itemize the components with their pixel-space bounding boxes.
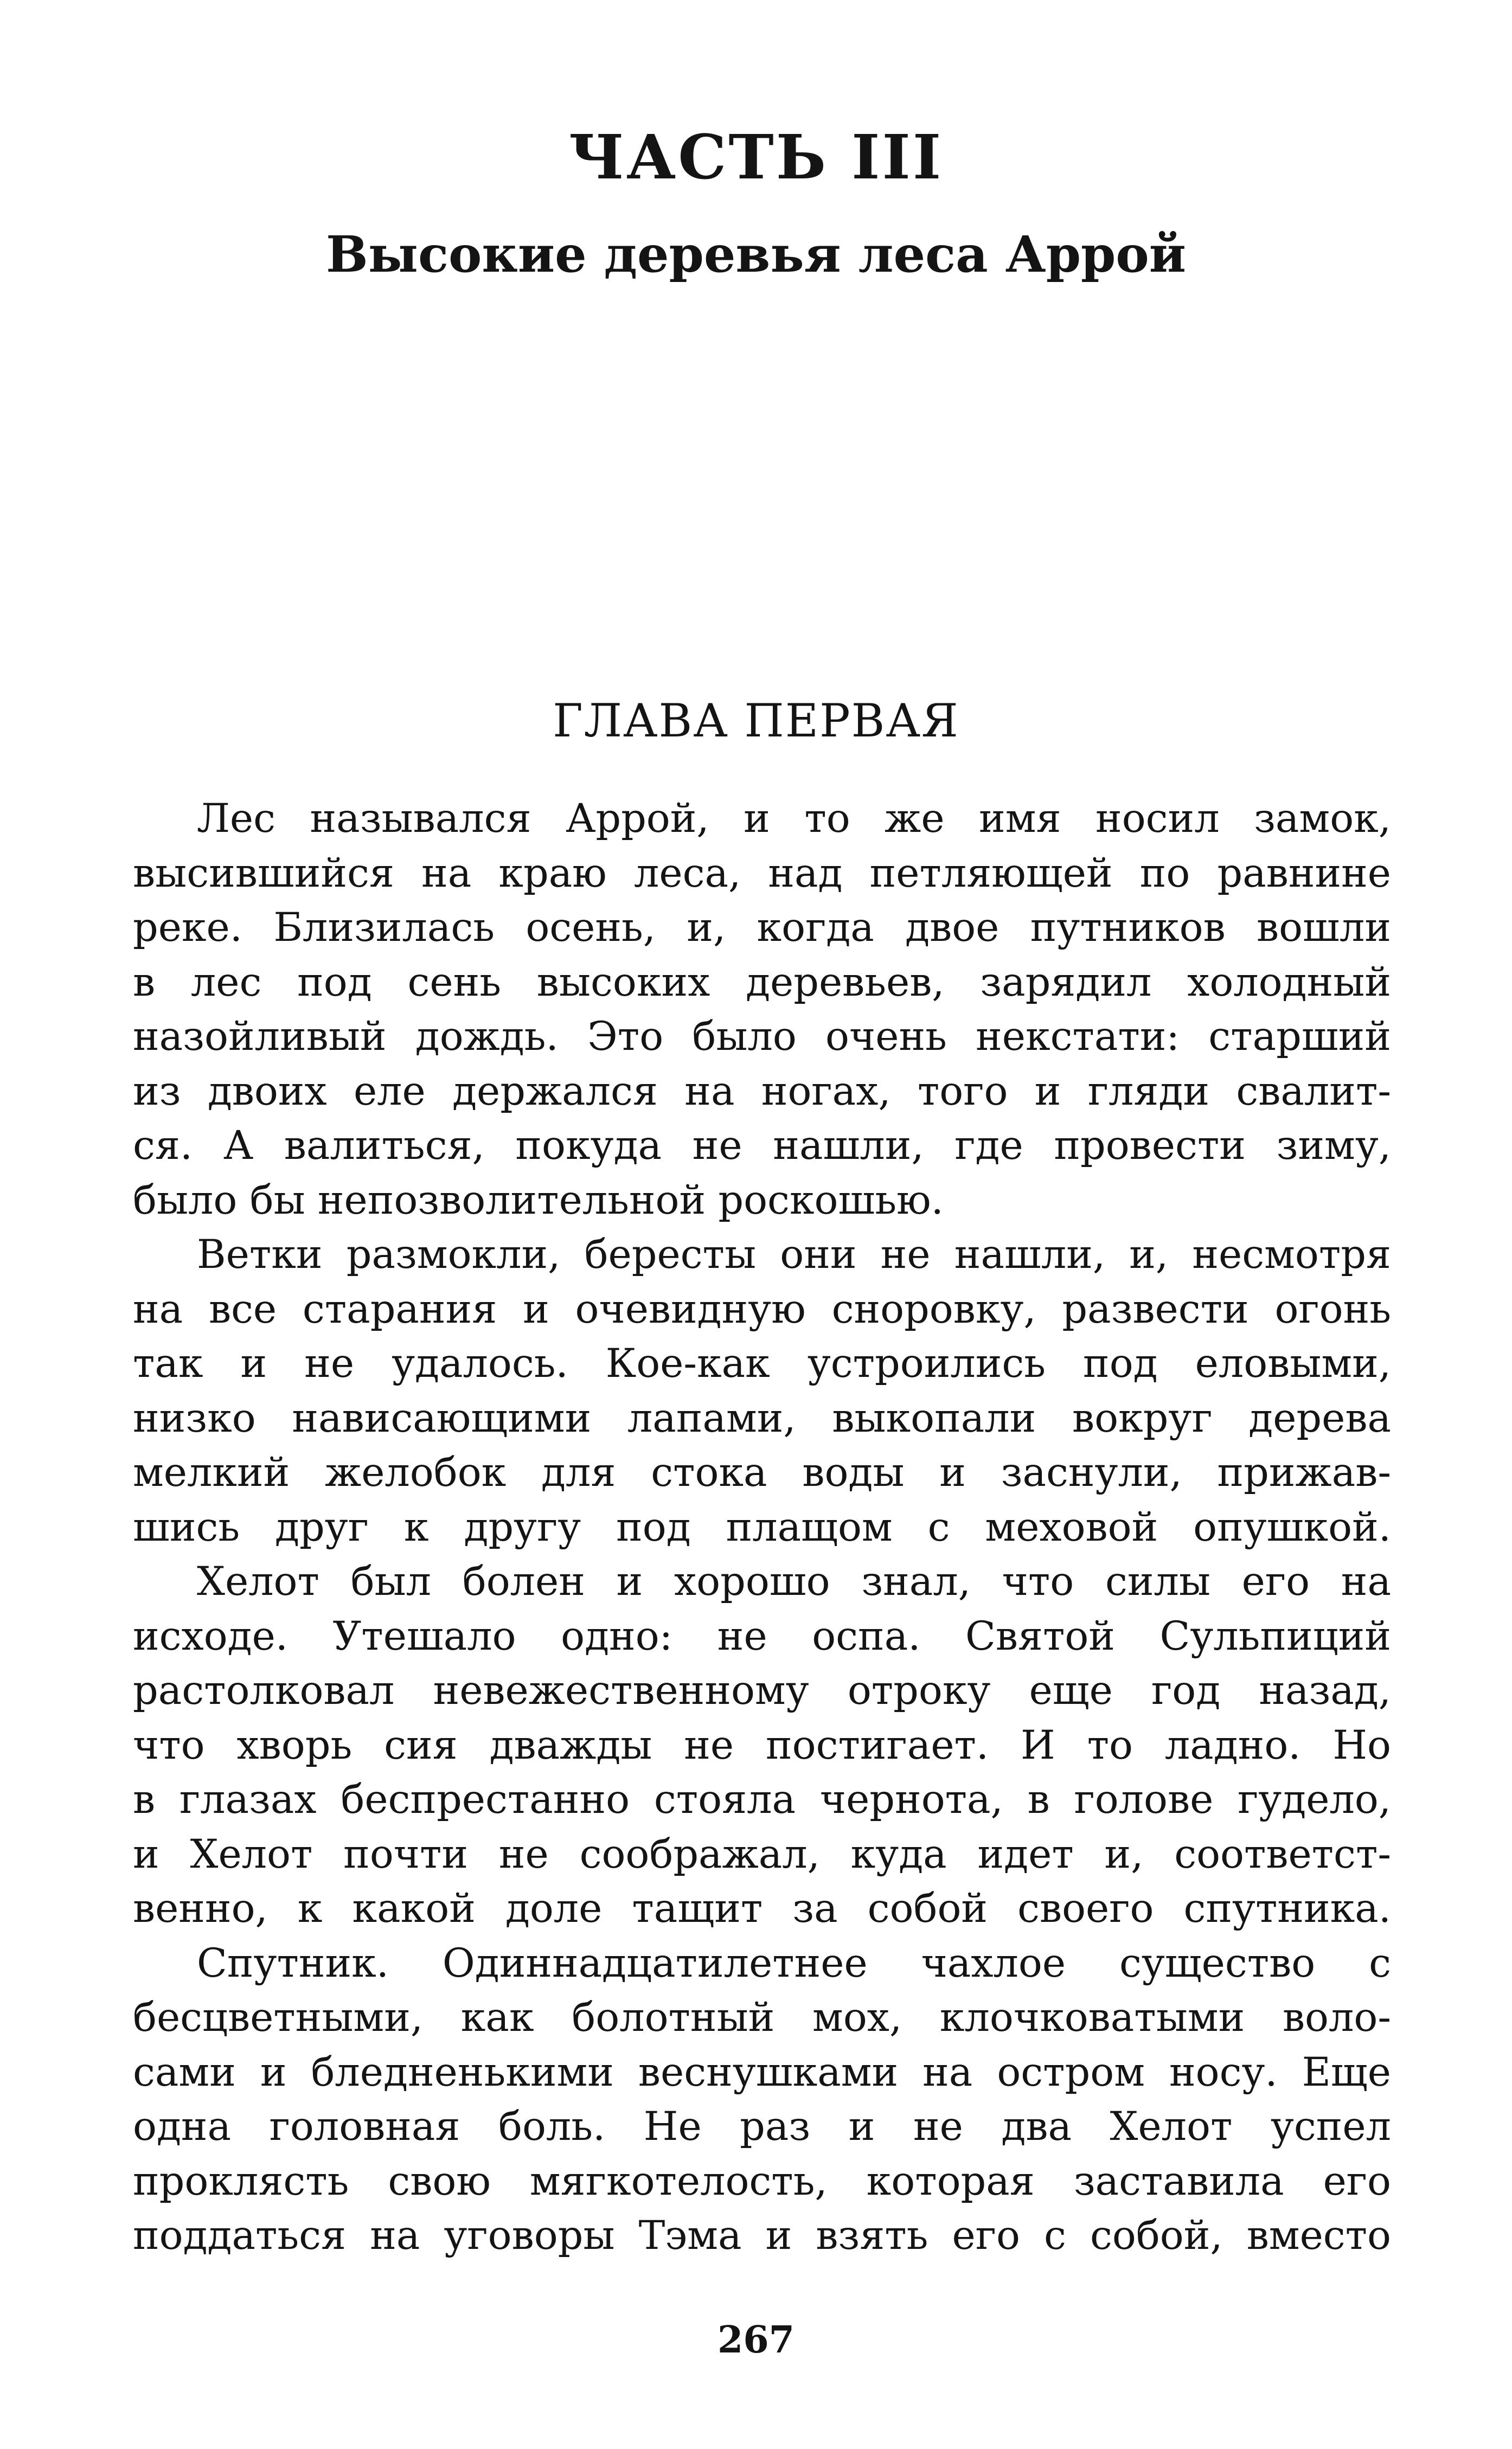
text-line: и Хелот почти не соображал, куда идет и, соответст- [133, 1831, 1391, 1877]
text-line: в лес под сень высоких деревьев, зарядил холодный [133, 959, 1391, 1005]
text-line: реке. Близилась осень, и, когда двое путников вошли [133, 905, 1391, 951]
text-line: растолковал невежественному отроку еще год назад, [133, 1668, 1391, 1714]
text-line: мелкий желобок для стока воды и заснули, прижав- [133, 1450, 1391, 1496]
text-line: Хелот был болен и хорошо знал, что силы его на [197, 1559, 1391, 1605]
text-line: Ветки размокли, бересты они не нашли, и, несмотря [197, 1232, 1391, 1278]
text-line: сами и бледненькими веснушками на остром носу. Еще [133, 2049, 1391, 2095]
part-title: ЧАСТЬ III [568, 122, 944, 193]
text-line: высившийся на краю леса, над петляющей по равнине [133, 850, 1391, 896]
text-line: исходе. Утешало одно: не оспа. Святой Сульпиций [133, 1613, 1391, 1659]
page-number: 267 [717, 2318, 795, 2362]
text-line: шись друг к другу под плащом с меховой опушкой. [133, 1504, 1391, 1550]
text-line: Спутник. Одиннадцатилетнее чахлое существо с [197, 1940, 1391, 1986]
text-line: венно, к какой доле тащит за собой своего спутника. [133, 1886, 1391, 1932]
text-line: из двоих еле держался на ногах, того и гляди свалит- [133, 1068, 1391, 1114]
text-line: в глазах беспрестанно стояла чернота, в голове гудело, [133, 1777, 1391, 1823]
text-line: низко нависающими лапами, выкопали вокруг дерева [133, 1395, 1391, 1441]
text-line: поддаться на уговоры Тэма и взять его с собой, вместо [133, 2213, 1391, 2259]
text-line: на все старания и очевидную сноровку, развести огонь [133, 1286, 1391, 1332]
text-line: проклясть свою мягкотелость, которая заставила его [133, 2158, 1391, 2204]
part-subtitle: Высокие деревья леса Аррой [326, 225, 1186, 284]
chapter-title: ГЛАВА ПЕРВАЯ [553, 694, 959, 747]
text-line: что хворь сия дважды не постигает. И то ладно. Но [133, 1722, 1391, 1768]
text-line: было бы непозволительной роскошью. [133, 1177, 944, 1223]
text-line: назойливый дождь. Это было очень некстати: старший [133, 1014, 1391, 1060]
text-line: ся. А валиться, покуда не нашли, где провести зиму, [133, 1123, 1391, 1169]
text-line: одна головная боль. Не раз и не два Хелот успел [133, 2104, 1391, 2150]
text-line: так и не удалось. Кое-как устроились под еловыми, [133, 1341, 1391, 1387]
text-line: Лес назывался Аррой, и то же имя носил замок, [197, 796, 1391, 842]
text-line: бесцветными, как болотный мох, клочковатыми воло- [133, 1995, 1391, 2041]
body-text [133, 792, 1391, 2264]
